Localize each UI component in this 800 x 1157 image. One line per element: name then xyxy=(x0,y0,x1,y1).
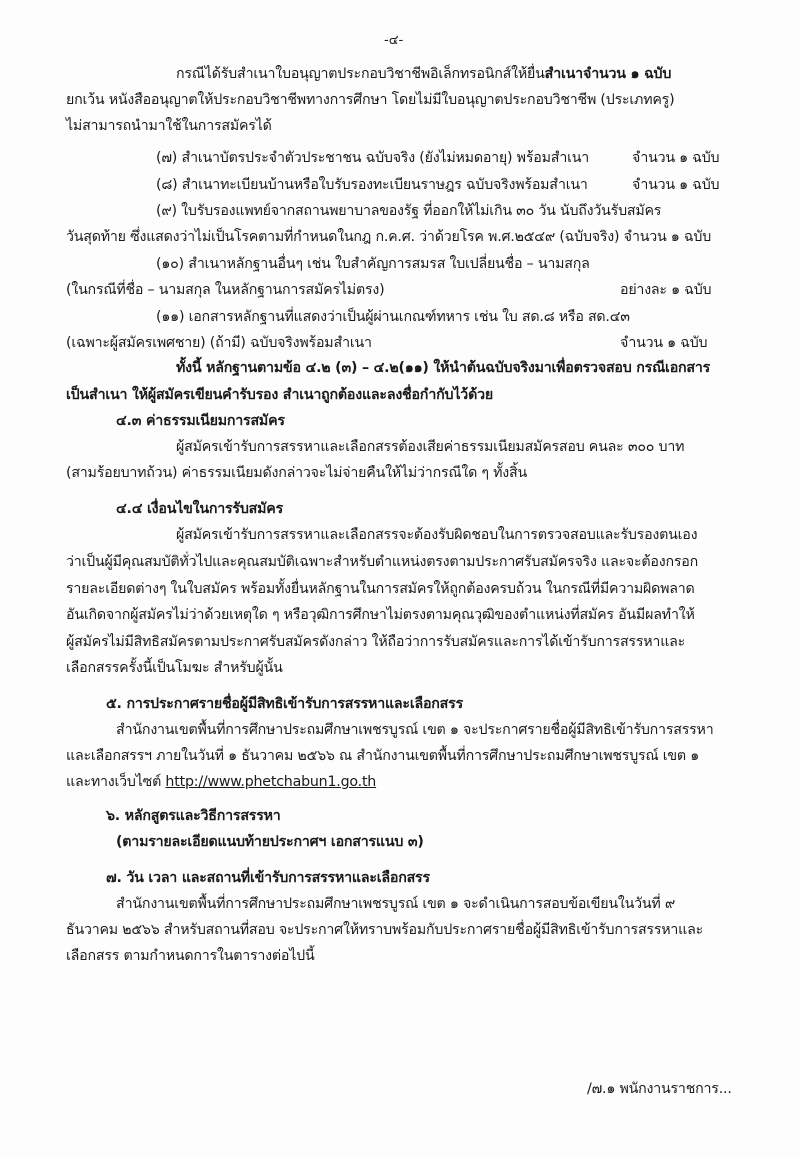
item-11-qty: จำนวน ๑ ฉบับ xyxy=(620,335,708,351)
section-4-3-heading: ๔.๓ ค่าธรรมเนียมการสมัคร xyxy=(116,413,285,429)
section-5-line-1: สำนักงานเขตพื้นที่การศึกษาประถมศึกษาเพชรบูรณ์ เขต ๑ จะประกาศรายชื่อผู้มีสิทธิเข้ารับการสรรหา xyxy=(116,722,714,738)
section-4-4-line-5: ผู้สมัครไม่มีสิทธิสมัครตามประกาศรับสมัครดังกล่าว ให้ถือว่าการรับสมัครและการได้เข้ารับการสรรหาและ xyxy=(66,634,686,650)
item-11-text: (๑๑) เอกสารหลักฐานที่แสดงว่าเป็นผู้ผ่านเกณฑ์ทหาร เช่น ใบ สด.๘ หรือ สด.๔๓ xyxy=(156,309,630,325)
section-4-3-line-1: ผู้สมัครเข้ารับการสรรหาและเลือกสรรต้องเสียค่าธรรมเนียมสมัครสอบ คนละ ๓๐๐ บาท xyxy=(176,439,685,455)
item-8-text: (๘) สำเนาทะเบียนบ้านหรือใบรับรองทะเบียนราษฎร ฉบับจริงพร้อมสำเนา xyxy=(156,177,588,193)
intro-line-1: กรณีได้รับสำเนาใบอนุญาตประกอบวิชาชีพอิเล็กทรอนิกส์ให้ยื่นสำเนาจำนวน ๑ ฉบับ xyxy=(176,66,672,82)
section-7-line-1: สำนักงานเขตพื้นที่การศึกษาประถมศึกษาเพชรบูรณ์ เขต ๑ จะดำเนินการสอบข้อเขียนในวันที่ ๙ xyxy=(116,896,676,912)
item-10-text: (๑๐) สำเนาหลักฐานอื่นๆ เช่น ใบสำคัญการสมรส ใบเปลี่ยนชื่อ – นามสกุล xyxy=(156,256,590,272)
section-4-4-heading: ๔.๔ เงื่อนไขในการรับสมัคร xyxy=(116,501,283,517)
section-4-3-line-2: (สามร้อยบาทถ้วน) ค่าธรรมเนียมดังกล่าวจะไม่จ่ายคืนให้ไม่ว่ากรณีใด ๆ ทั้งสิ้น xyxy=(66,465,527,481)
item-11-cont: (เฉพาะผู้สมัครเพศชาย) (ถ้ามี) ฉบับจริงพร้อมสำเนา xyxy=(66,335,372,351)
intro-bold-qty: สำเนาจำนวน ๑ ฉบับ xyxy=(544,66,672,82)
item-8-qty: จำนวน ๑ ฉบับ xyxy=(632,177,720,193)
section-7-line-3: เลือกสรร ตามกำหนดการในตารางต่อไปนี้ xyxy=(66,948,315,964)
page-number: -๔- xyxy=(384,33,404,48)
intro-line-3: ไม่สามารถนำมาใช้ในการสมัครได้ xyxy=(66,118,272,134)
website-link[interactable]: http://www.phetchabun1.go.th xyxy=(165,774,377,790)
note-line-1: ทั้งนี้ หลักฐานตามข้อ ๔.๒ (๓) – ๔.๒(๑๑) ให้นำต้นฉบับจริงมาเพื่อตรวจสอบ กรณีเอกสาร xyxy=(176,360,711,376)
section-7-heading: ๗. วัน เวลา และสถานที่เข้ารับการสรรหาและเลือกสรร xyxy=(106,870,430,886)
section-4-4-line-6: เลือกสรรครั้งนี้เป็นโมฆะ สำหรับผู้นั้น xyxy=(66,660,283,676)
section-4-4-line-2: ว่าเป็นผู้มีคุณสมบัติทั่วไปและคุณสมบัติเฉพาะสำหรับตำแหน่งตรงตามประกาศรับสมัครจริง และจะต้องกรอก xyxy=(66,554,698,570)
item-9-cont: วันสุดท้าย ซึ่งแสดงว่าไม่เป็นโรคตามที่กำหนดในกฎ ก.ค.ศ. ว่าด้วยโรค พ.ศ.๒๕๔๙ (ฉบับจริง) จำนวน ๑ ฉบับ xyxy=(66,229,712,245)
section-5-heading: ๕. การประกาศรายชื่อผู้มีสิทธิเข้ารับการสรรหาและเลือกสรร xyxy=(106,696,463,712)
item-10-cont: (ในกรณีที่ชื่อ – นามสกุล ในหลักฐานการสมัครไม่ตรง) xyxy=(66,282,385,298)
section-4-4-line-3: รายละเอียดต่างๆ ในใบสมัคร พร้อมทั้งยื่นหลักฐานในการสมัครให้ถูกต้องครบถ้วน ในกรณีที่มีความผิดพลาด xyxy=(66,581,695,597)
section-5-line-3: และทางเว็บไซต์ http://www.phetchabun1.go.th xyxy=(66,774,377,790)
note-line-2: เป็นสำเนา ให้ผู้สมัครเขียนคำรับรอง สำเนาถูกต้องและลงชื่อกำกับไว้ด้วย xyxy=(66,387,493,403)
section-4-4-line-4: อันเกิดจากผู้สมัครไม่ว่าด้วยเหตุใด ๆ หรือวุฒิการศึกษาไม่ตรงตามคุณวุฒิของตำแหน่งที่สมัคร อันมีผลทำให้ xyxy=(66,607,695,623)
continuation-note: /๗.๑ พนักงานราชการ... xyxy=(587,1081,732,1097)
section-7-line-2: ธันวาคม ๒๕๖๖ สำหรับสถานที่สอบ จะประกาศให้ทราบพร้อมกับประกาศรายชื่อผู้มีสิทธิเข้ารับการสรรหาและ xyxy=(66,922,704,938)
item-7-text: (๗) สำเนาบัตรประจำตัวประชาชน ฉบับจริง (ยังไม่หมดอายุ) พร้อมสำเนา xyxy=(156,150,590,166)
item-10-qty: อย่างละ ๑ ฉบับ xyxy=(620,282,712,298)
section-4-4-line-1: ผู้สมัครเข้ารับการสรรหาและเลือกสรรจะต้องรับผิดชอบในการตรวจสอบและรับรองตนเอง xyxy=(176,527,698,543)
section-6-subtext: (ตามรายละเอียดแนบท้ายประกาศฯ เอกสารแนบ ๓) xyxy=(116,834,424,850)
item-7-qty: จำนวน ๑ ฉบับ xyxy=(632,150,720,166)
item-9-text: (๙) ใบรับรองแพทย์จากสถานพยาบาลของรัฐ ที่ออกให้ไม่เกิน ๓๐ วัน นับถึงวันรับสมัคร xyxy=(156,203,662,219)
section-6-heading: ๖. หลักสูตรและวิธีการสรรหา xyxy=(106,808,281,824)
section-5-line-2: และเลือกสรรฯ ภายในวันที่ ๑ ธันวาคม ๒๕๖๖ ณ สำนักงานเขตพื้นที่การศึกษาประถมศึกษาเพชรบูรณ์ เขต ๑ xyxy=(66,748,700,764)
intro-line-2: ยกเว้น หนังสืออนุญาตให้ประกอบวิชาชีพทางการศึกษา โดยไม่มีใบอนุญาตประกอบวิชาชีพ (ประเภทครู) xyxy=(66,92,675,108)
